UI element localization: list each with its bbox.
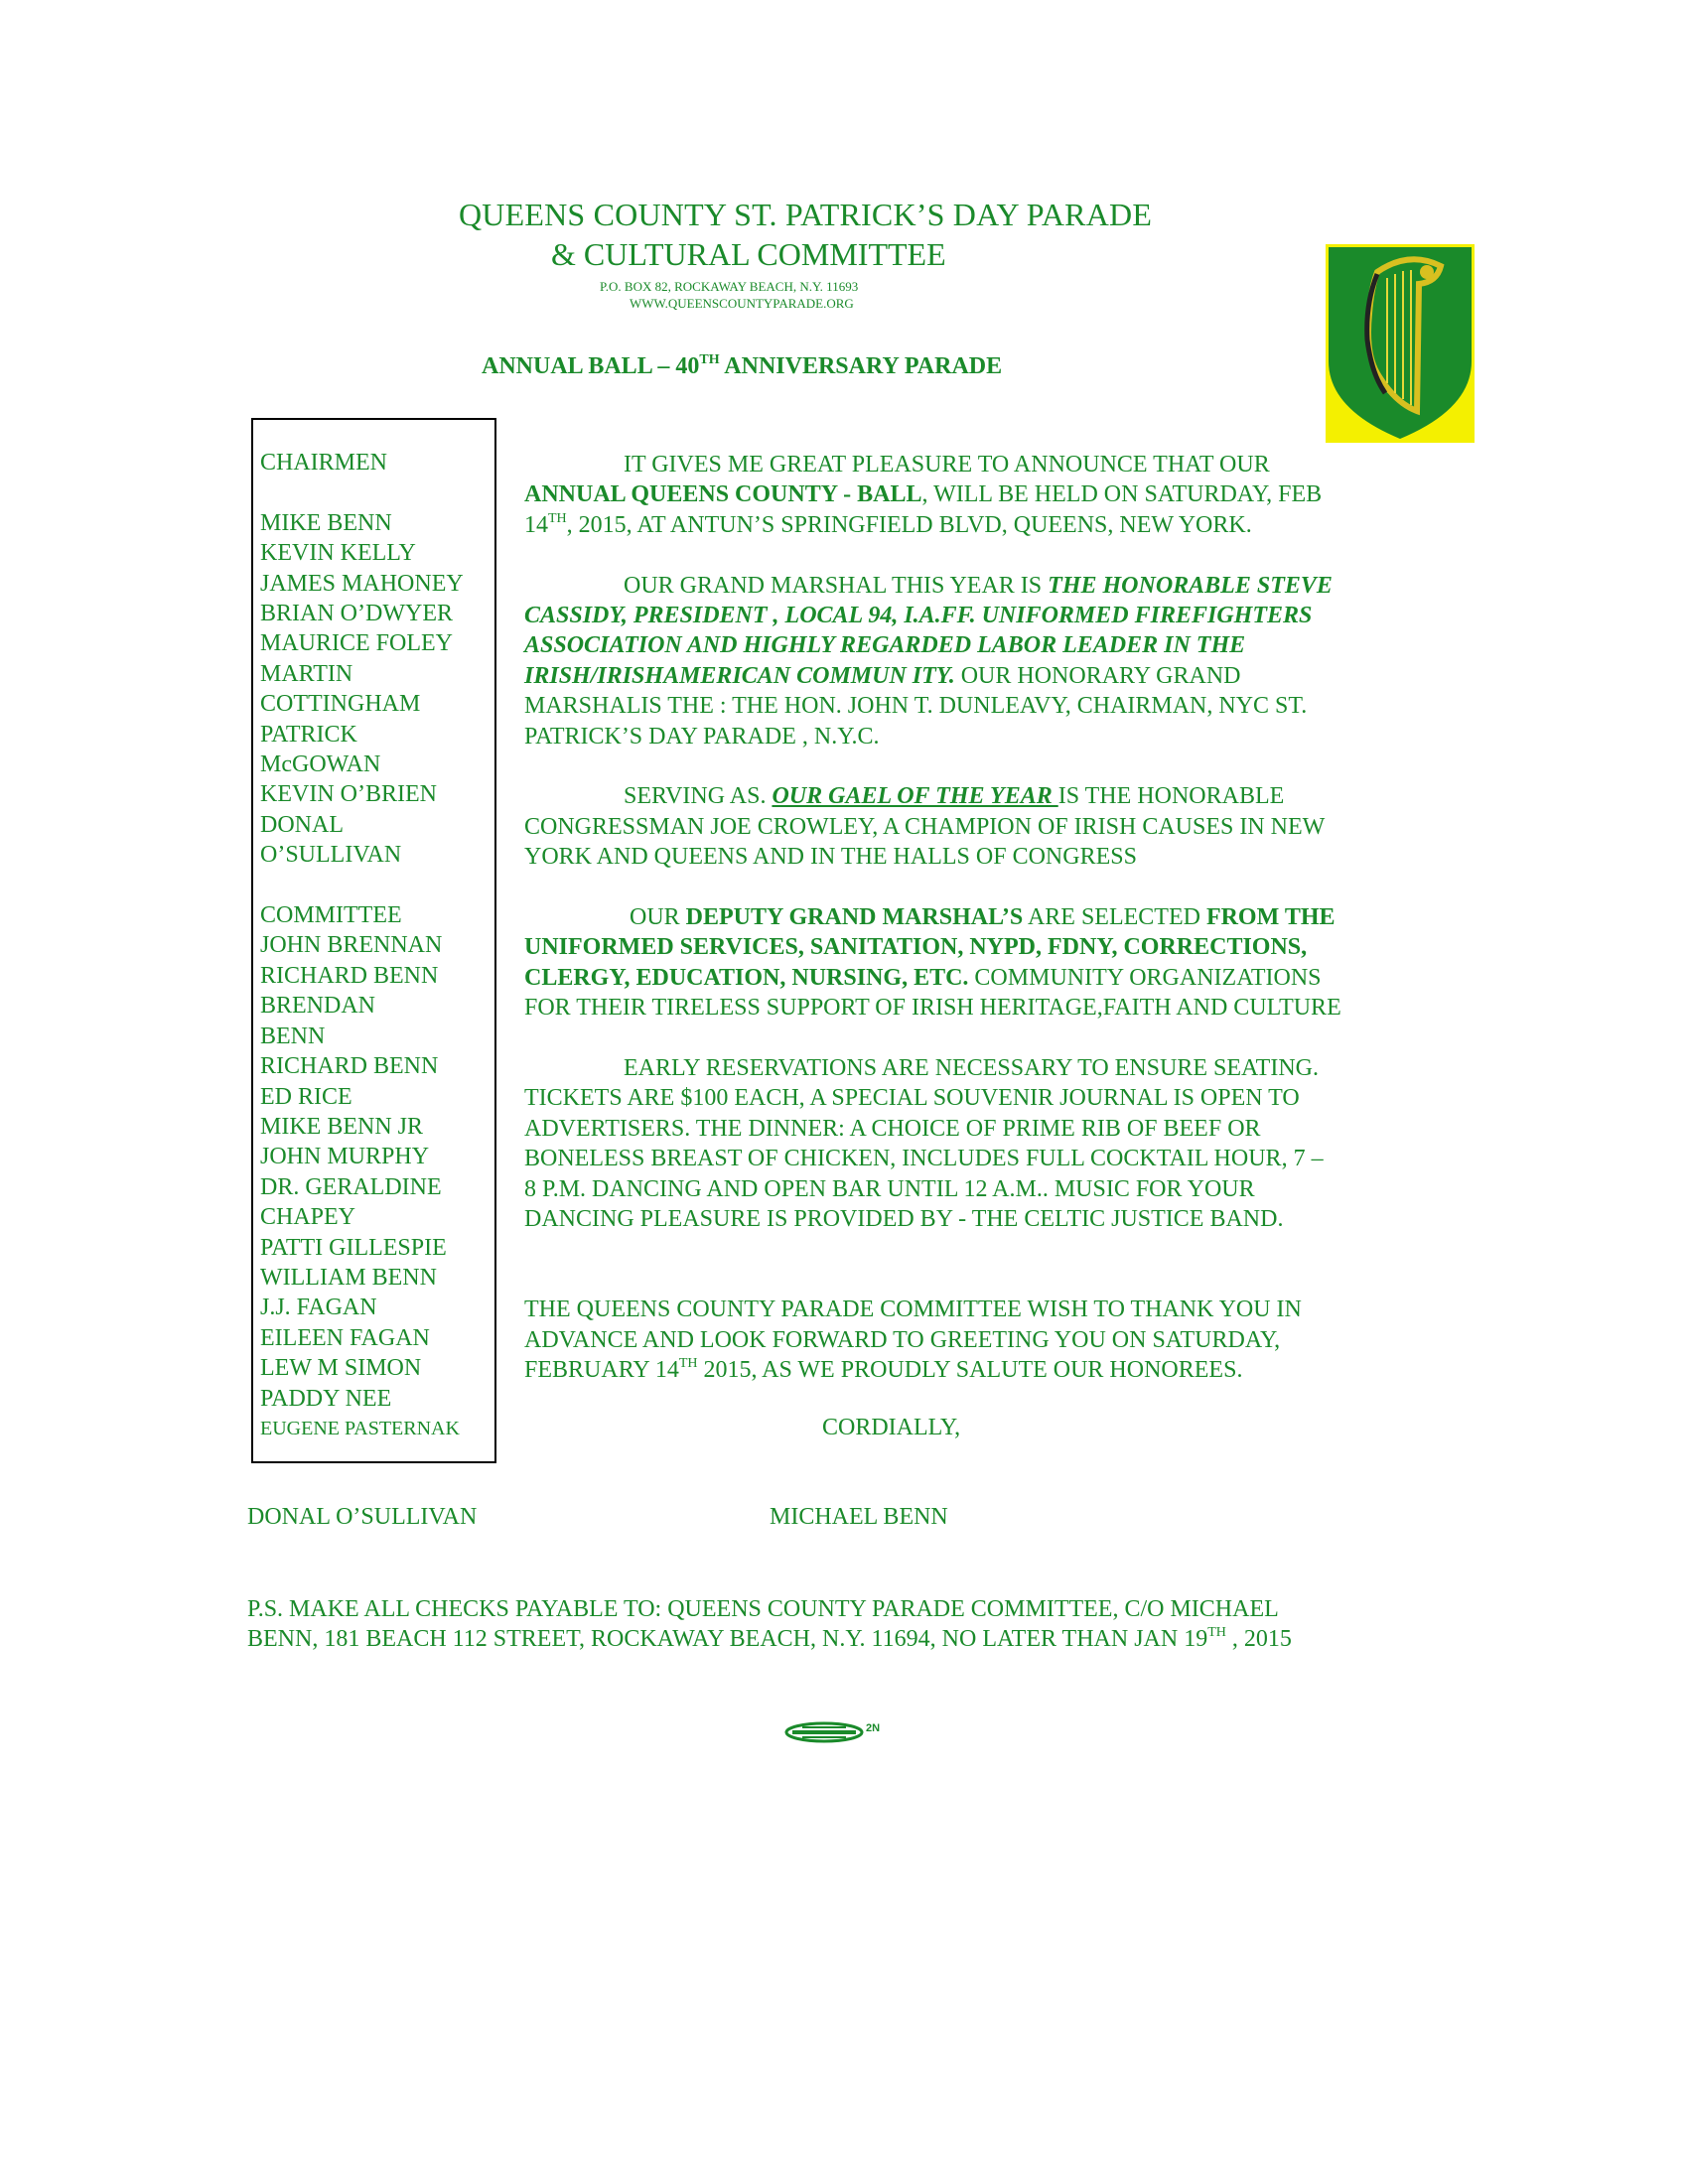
text-run: DEPUTY GRAND MARSHAL’S xyxy=(685,904,1024,931)
text-line xyxy=(524,781,1443,811)
text-line: CONGRESSMAN JOE CROWLEY, A CHAMPION OF IRISH CAUSES IN NEW xyxy=(524,813,1326,840)
closing-salutation: CORDIALLY, xyxy=(822,1415,961,1440)
event-heading-post: ANNIVERSARY PARADE xyxy=(719,353,1003,379)
committee-member: JOHN MURPHY xyxy=(260,1144,430,1170)
text-line xyxy=(247,1624,1469,1654)
committee-member: CHAPEY xyxy=(260,1204,356,1231)
gael-of-year-title: OUR GAEL OF THE YEAR xyxy=(772,783,1058,810)
text-line: MARSHALIS THE : THE HON. JOHN T. DUNLEAVY, CHAIRMAN, NYC ST. xyxy=(524,693,1308,720)
committee-member: WILLIAM BENN xyxy=(260,1264,437,1291)
committee-member: RICHARD BENN xyxy=(260,1053,439,1080)
text-line xyxy=(524,510,1443,540)
text-run: SERVING AS. xyxy=(624,783,773,810)
committee-member: BENN xyxy=(260,1023,326,1049)
text-line xyxy=(524,571,1443,601)
chairman-name: DONAL xyxy=(260,811,344,838)
text-line xyxy=(524,479,1443,509)
harp-crest-icon xyxy=(1326,244,1475,443)
paragraph-reservations xyxy=(524,1053,1443,1234)
text-line: DANCING PLEASURE IS PROVIDED BY - THE CELTIC JUSTICE BAND. xyxy=(524,1206,1284,1233)
committee-member: LEW M SIMON xyxy=(260,1355,422,1382)
chairman-name: PATRICK xyxy=(260,721,357,748)
chairman-name: KEVIN KELLY xyxy=(260,540,416,567)
event-heading-sup: TH xyxy=(699,352,720,367)
paragraph-thanks xyxy=(524,1295,1443,1385)
text-run: , WILL BE HELD ON SATURDAY, FEB xyxy=(921,481,1323,508)
committee-member: BRENDAN xyxy=(260,993,376,1020)
text-run: FROM THE xyxy=(1205,904,1336,931)
committee-list xyxy=(260,448,498,1443)
text-line: IT GIVES ME GREAT PLEASURE TO ANNOUNCE THAT OUR xyxy=(624,452,1270,478)
paragraph-grand-marshal xyxy=(524,571,1443,751)
chairman-name: MAURICE FOLEY xyxy=(260,630,454,657)
text-run: 2015, AS WE PROUDLY SALUTE OUR HONOREES. xyxy=(697,1357,1243,1384)
text-run: OUR xyxy=(630,904,686,931)
text-line xyxy=(524,1355,1443,1385)
event-heading-pre: ANNUAL BALL – 40 xyxy=(482,353,700,379)
union-label-code: 2N xyxy=(866,1722,881,1734)
text-line: BONELESS BREAST OF CHICKEN, INCLUDES FULL COCKTAIL HOUR, 7 – xyxy=(524,1146,1324,1172)
union-label-icon xyxy=(784,1717,894,1747)
text-line xyxy=(524,963,1443,993)
text-run: , 2015 xyxy=(1225,1626,1292,1653)
chairman-name: BRIAN O’DWYER xyxy=(260,601,453,627)
text-line: THE QUEENS COUNTY PARADE COMMITTEE WISH TO THANK YOU IN xyxy=(524,1297,1302,1323)
text-run: CLERGY, EDUCATION, NURSING, ETC. xyxy=(524,964,969,991)
org-address-block xyxy=(600,278,957,312)
signature-left: DONAL O’SULLIVAN xyxy=(247,1504,478,1530)
committee-member: JOHN BRENNAN xyxy=(260,932,443,959)
text-line: FOR THEIR TIRELESS SUPPORT OF IRISH HERITAGE,FAITH AND CULTURE xyxy=(524,995,1341,1022)
honoree-name: THE HONORABLE STEVE xyxy=(1048,572,1333,599)
committee-member: J.J. FAGAN xyxy=(260,1295,377,1321)
postscript xyxy=(247,1594,1469,1655)
committee-member: PADDY NEE xyxy=(260,1385,392,1412)
chairman-name: JAMES MAHONEY xyxy=(260,570,464,597)
text-run: IRISH/IRISHAMERICAN COMMUN ITY. xyxy=(524,662,955,689)
text-line: PATRICK’S DAY PARADE , N.Y.C. xyxy=(524,723,880,750)
org-title-line2: & CULTURAL COMMITTEE xyxy=(551,236,946,272)
text-line: 8 P.M. DANCING AND OPEN BAR UNTIL 12 A.M.. MUSIC FOR YOUR xyxy=(524,1175,1255,1202)
text-line: P.S. MAKE ALL CHECKS PAYABLE TO: QUEENS COUNTY PARADE COMMITTEE, C/O MICHAEL xyxy=(247,1596,1279,1622)
website-url: WWW.QUEENSCOUNTYPARADE.ORG xyxy=(630,296,854,311)
po-box-address: P.O. BOX 82, ROCKAWAY BEACH, N.Y. 11693 xyxy=(600,279,859,294)
letter-body xyxy=(524,450,1443,1416)
chairman-name: MARTIN xyxy=(260,660,353,687)
text-run: , 2015, AT ANTUN’S SPRINGFIELD BLVD, QUEENS, NEW YORK. xyxy=(566,511,1252,538)
chairman-name: O’SULLIVAN xyxy=(260,842,402,869)
text-run: FEBRUARY 14 xyxy=(524,1357,679,1384)
committee-member: MIKE BENN JR xyxy=(260,1113,424,1140)
text-run: OUR HONORARY GRAND xyxy=(954,662,1241,689)
chairman-name: MIKE BENN xyxy=(260,509,392,536)
text-run: OUR GRAND MARSHAL THIS YEAR IS xyxy=(624,572,1049,599)
text-run: IS THE HONORABLE xyxy=(1057,783,1285,810)
committee-member: ED RICE xyxy=(260,1083,352,1110)
text-line: UNIFORMED SERVICES, SANITATION, NYPD, FDNY, CORRECTIONS, xyxy=(524,934,1308,961)
ordinal-sup: TH xyxy=(548,510,567,526)
text-line: ASSOCIATION AND HIGHLY REGARDED LABOR LEADER IN THE xyxy=(524,632,1246,659)
paragraph-gael-of-year xyxy=(524,781,1443,872)
text-run: ARE SELECTED xyxy=(1023,904,1206,931)
text-run: 14 xyxy=(524,511,548,538)
text-run: COMMUNITY ORGANIZATIONS xyxy=(968,964,1322,991)
signature-right: MICHAEL BENN xyxy=(770,1504,948,1530)
paragraph-deputy-marshals xyxy=(524,902,1443,1024)
text-line xyxy=(524,902,1443,932)
text-line: YORK AND QUEENS AND IN THE HALLS OF CONGRESS xyxy=(524,844,1137,871)
text-line: ADVERTISERS. THE DINNER: A CHOICE OF PRIME RIB OF BEEF OR xyxy=(524,1115,1261,1142)
text-line xyxy=(524,661,1443,691)
org-title-line1: QUEENS COUNTY ST. PATRICK’S DAY PARADE xyxy=(459,197,1153,232)
committee-member: RICHARD BENN xyxy=(260,962,439,989)
committee-member: PATTI GILLESPIE xyxy=(260,1234,447,1261)
ordinal-sup: TH xyxy=(1207,1625,1226,1641)
committee-heading: COMMITTEE xyxy=(260,902,402,929)
text-line: EARLY RESERVATIONS ARE NECESSARY TO ENSURE SEATING. xyxy=(624,1055,1319,1082)
committee-member: EUGENE PASTERNAK xyxy=(260,1417,460,1439)
committee-member: DR. GERALDINE xyxy=(260,1173,442,1200)
ball-name: ANNUAL QUEENS COUNTY - BALL xyxy=(524,481,922,508)
text-line: CASSIDY, PRESIDENT , LOCAL 94, I.A.FF. UNIFORMED FIREFIGHTERS xyxy=(524,603,1313,629)
text-line: ADVANCE AND LOOK FORWARD TO GREETING YOU ON SATURDAY, xyxy=(524,1326,1281,1353)
event-heading xyxy=(482,353,1002,380)
text-run: BENN, 181 BEACH 112 STREET, ROCKAWAY BEACH, N.Y. 11694, NO LATER THAN JAN 19 xyxy=(247,1626,1208,1653)
ordinal-sup: TH xyxy=(678,1356,698,1372)
chairman-name: COTTINGHAM xyxy=(260,691,421,718)
committee-member: EILEEN FAGAN xyxy=(260,1324,430,1351)
chairman-name: McGOWAN xyxy=(260,751,381,778)
chairmen-heading: CHAIRMEN xyxy=(260,450,388,476)
text-line: TICKETS ARE $100 EACH, A SPECIAL SOUVENIR JOURNAL IS OPEN TO xyxy=(524,1085,1300,1112)
chairman-name: KEVIN O’BRIEN xyxy=(260,781,437,808)
paragraph-ball-announcement xyxy=(524,450,1443,540)
